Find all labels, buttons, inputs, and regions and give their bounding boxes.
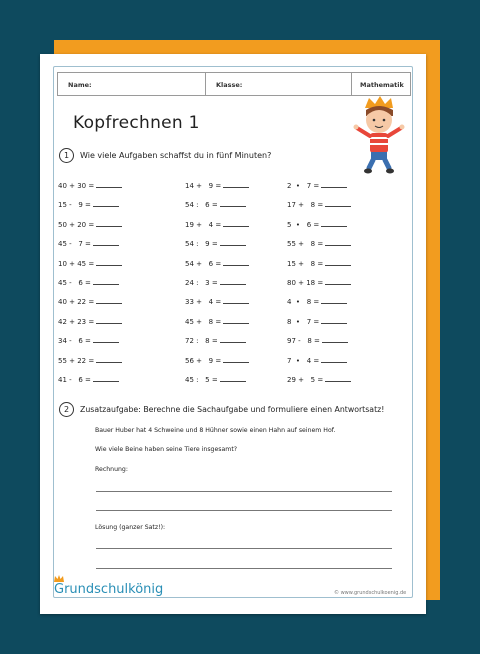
arithmetic-problem [287, 181, 347, 190]
answer-blank[interactable] [223, 356, 249, 363]
answer-line[interactable] [96, 548, 392, 549]
problem-text: 45 : 5 = [185, 376, 218, 384]
answer-blank[interactable] [93, 239, 119, 246]
problem-text: 24 : 3 = [185, 279, 218, 287]
arithmetic-problem [58, 375, 119, 384]
arithmetic-problem [58, 278, 119, 287]
answer-line[interactable] [96, 568, 392, 569]
answer-blank[interactable] [223, 317, 249, 324]
answer-blank[interactable] [96, 317, 122, 324]
calculation-label: Rechnung: [95, 466, 128, 473]
problem-text: 97 - 8 = [287, 337, 320, 346]
problem-text: 14 + 9 = [185, 182, 222, 190]
answer-blank[interactable] [325, 239, 351, 246]
arithmetic-problem [287, 200, 351, 209]
problem-text: 2 • 7 = [287, 182, 320, 190]
answer-blank[interactable] [96, 259, 122, 266]
boy-with-crown-illustration [353, 94, 405, 176]
header-table [57, 72, 411, 96]
problem-text: 7 • 4 = [287, 356, 320, 365]
arithmetic-problem [58, 181, 122, 190]
question-2-text: Zusatzaufgabe: Berechne die Sachaufgabe und formuliere einen Antwortsatz! [80, 405, 385, 414]
answer-blank[interactable] [321, 356, 347, 363]
answer-blank[interactable] [96, 181, 122, 188]
answer-blank[interactable] [220, 375, 246, 382]
problem-text: 40 + 22 = [58, 298, 95, 307]
answer-blank[interactable] [325, 375, 351, 382]
problem-text: 15 + 8 = [287, 259, 324, 268]
problem-text: 54 + 6 = [185, 259, 222, 268]
arithmetic-problem [185, 200, 246, 209]
question-1-number: 1 [59, 148, 74, 163]
footer-url: © www.grundschulkoenig.de [334, 590, 407, 596]
answer-blank[interactable] [220, 278, 246, 285]
answer-blank[interactable] [223, 259, 249, 266]
subject-label: Mathematik [360, 81, 404, 89]
brand-logo-text: Grundschulkönig [54, 582, 164, 597]
arithmetic-problem [287, 278, 351, 287]
answer-blank[interactable] [220, 200, 246, 207]
problem-text: 4 • 8 = [287, 298, 320, 307]
arithmetic-problem [58, 356, 122, 365]
arithmetic-problem [287, 259, 351, 268]
question-2-number: 2 [59, 402, 74, 417]
problem-text: 19 + 4 = [185, 220, 222, 229]
answer-blank[interactable] [325, 200, 351, 207]
problem-text: 72 : 8 = [185, 337, 218, 346]
problem-text: 17 + 8 = [287, 201, 324, 210]
solution-label: Lösung (ganzer Satz!): [95, 524, 166, 531]
crown-icon [54, 575, 64, 582]
problem-text: 34 - 6 = [58, 337, 91, 346]
answer-line[interactable] [96, 491, 392, 492]
arithmetic-problem [287, 336, 348, 345]
answer-line[interactable] [96, 510, 392, 511]
problem-text: 55 + 8 = [287, 240, 324, 249]
arithmetic-problem [58, 239, 119, 248]
arithmetic-problem [185, 375, 246, 384]
answer-blank[interactable] [322, 336, 348, 343]
arithmetic-problem [287, 317, 347, 326]
problem-text: 10 + 45 = [58, 259, 95, 268]
problem-text: 15 - 9 = [58, 201, 91, 210]
arithmetic-problem [58, 297, 122, 306]
answer-blank[interactable] [321, 317, 347, 324]
arithmetic-problem [287, 297, 347, 306]
word-problem-story: Bauer Huber hat 4 Schweine und 8 Hühner sowie einen Hahn auf seinem Hof. [95, 427, 336, 434]
answer-blank[interactable] [223, 220, 249, 227]
problem-text: 80 + 18 = [287, 279, 324, 287]
problem-text: 29 + 5 = [287, 376, 324, 384]
worksheet-page [40, 54, 426, 614]
problem-text: 8 • 7 = [287, 317, 320, 326]
arithmetic-problem [185, 317, 249, 326]
arithmetic-problem [185, 336, 246, 345]
page-title: Kopfrechnen 1 [73, 113, 200, 133]
question-1-text: Wie viele Aufgaben schaffst du in fünf Minuten? [80, 151, 272, 160]
arithmetic-problem [185, 220, 249, 229]
problem-text: 33 + 4 = [185, 298, 222, 307]
arithmetic-problem [185, 239, 246, 248]
arithmetic-problem [185, 356, 249, 365]
answer-blank[interactable] [321, 297, 347, 304]
arithmetic-problem [287, 239, 351, 248]
answer-blank[interactable] [321, 181, 347, 188]
arithmetic-problem [287, 356, 347, 365]
arithmetic-problem [185, 181, 249, 190]
answer-blank[interactable] [93, 200, 119, 207]
problem-text: 42 + 23 = [58, 317, 95, 326]
arithmetic-problem [287, 375, 351, 384]
answer-blank[interactable] [96, 356, 122, 363]
problem-text: 54 : 6 = [185, 201, 218, 210]
problem-text: 54 : 9 = [185, 240, 218, 249]
answer-blank[interactable] [96, 297, 122, 304]
problem-text: 40 + 30 = [58, 182, 95, 190]
arithmetic-problem [287, 220, 347, 229]
answer-blank[interactable] [96, 220, 122, 227]
arithmetic-problem [58, 220, 122, 229]
problem-text: 45 - 7 = [58, 240, 91, 249]
arithmetic-problem [185, 259, 249, 268]
answer-blank[interactable] [325, 278, 351, 285]
answer-blank[interactable] [220, 336, 246, 343]
arithmetic-problem [58, 336, 119, 345]
answer-blank[interactable] [321, 220, 347, 227]
problem-text: 55 + 22 = [58, 356, 95, 365]
name-label: Name: [58, 73, 206, 95]
arithmetic-problem [185, 297, 249, 306]
class-label: Klasse: [206, 73, 352, 95]
arithmetic-problem [58, 317, 122, 326]
arithmetic-problem [58, 200, 119, 209]
answer-blank[interactable] [325, 259, 351, 266]
answer-blank[interactable] [93, 278, 119, 285]
problem-text: 41 - 6 = [58, 376, 91, 384]
answer-blank[interactable] [93, 375, 119, 382]
problem-text: 45 + 8 = [185, 317, 222, 326]
problem-text: 50 + 20 = [58, 220, 95, 229]
problem-text: 5 • 6 = [287, 220, 320, 229]
problem-text: 56 + 9 = [185, 356, 222, 365]
answer-blank[interactable] [223, 181, 249, 188]
arithmetic-problem [58, 259, 122, 268]
word-problem-question: Wie viele Beine haben seine Tiere insgesamt? [95, 446, 238, 453]
answer-blank[interactable] [223, 297, 249, 304]
answer-blank[interactable] [93, 336, 119, 343]
answer-blank[interactable] [220, 239, 246, 246]
problem-text: 45 - 6 = [58, 279, 91, 287]
arithmetic-problem [185, 278, 246, 287]
